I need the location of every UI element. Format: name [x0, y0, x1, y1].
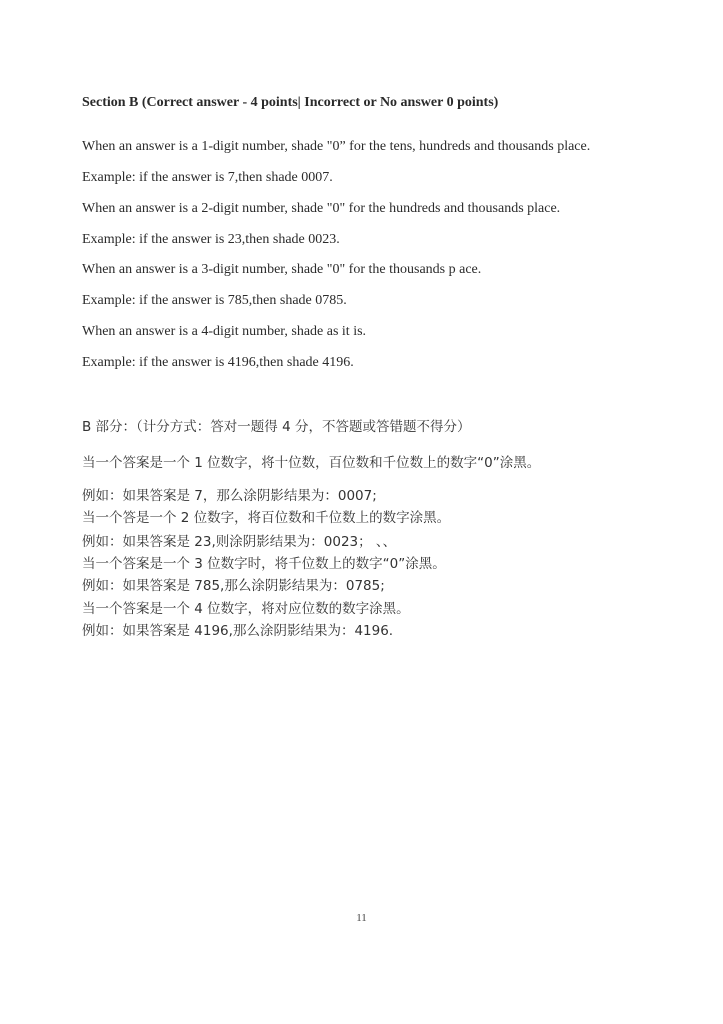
chinese-instruction-line: 当一个答是一个 2 位数字，将百位数和千位数上的数字涂黑。 [82, 510, 451, 526]
english-example-line: Example: if the answer is 4196,then shade 4196. [82, 355, 354, 370]
english-example-line: Example: if the answer is 23,then shade 0023. [82, 232, 340, 247]
page-number: 11 [356, 912, 367, 924]
english-example-line: Example: if the answer is 785,then shade 0785. [82, 293, 347, 308]
english-instruction-line: When an answer is a 3-digit number, shade "0" for the thousands p ace. [82, 262, 482, 277]
english-instruction-line: When an answer is a 4-digit number, shade as it is. [82, 324, 367, 339]
english-instruction-line: When an answer is a 1-digit number, shade "0” for the tens, hundreds and thousands place. [82, 139, 591, 154]
chinese-section-heading: B 部分：（计分方式：答对一题得 4 分，不答题或答错题不得分） [82, 419, 471, 435]
english-example-line: Example: if the answer is 7,then shade 0007. [82, 170, 333, 185]
chinese-instruction-line: 当一个答案是一个 3 位数字时，将千位数上的数字“0”涂黑。 [82, 556, 446, 572]
chinese-example-line: 例如：如果答案是 785,那么涂阴影结果为：0785; [82, 578, 385, 594]
chinese-example-line: 例如：如果答案是 23,则涂阴影结果为：0023； 、、 [82, 534, 397, 550]
section-heading: Section B (Correct answer - 4 points| Incorrect or No answer 0 points) [82, 95, 499, 110]
chinese-instruction-line: 当一个答案是一个 4 位数字，将对应位数的数字涂黑。 [82, 601, 410, 617]
english-instruction-line: When an answer is a 2-digit number, shade "0" for the hundreds and thousands place. [82, 201, 561, 216]
chinese-example-line: 例如：如果答案是 7，那么涂阴影结果为：0007; [82, 488, 377, 504]
chinese-instruction-line: 当一个答案是一个 1 位数字，将十位数，百位数和千位数上的数字“0”涂黑。 [82, 455, 541, 471]
chinese-example-line: 例如：如果答案是 4196,那么涂阴影结果为：4196. [82, 623, 394, 639]
